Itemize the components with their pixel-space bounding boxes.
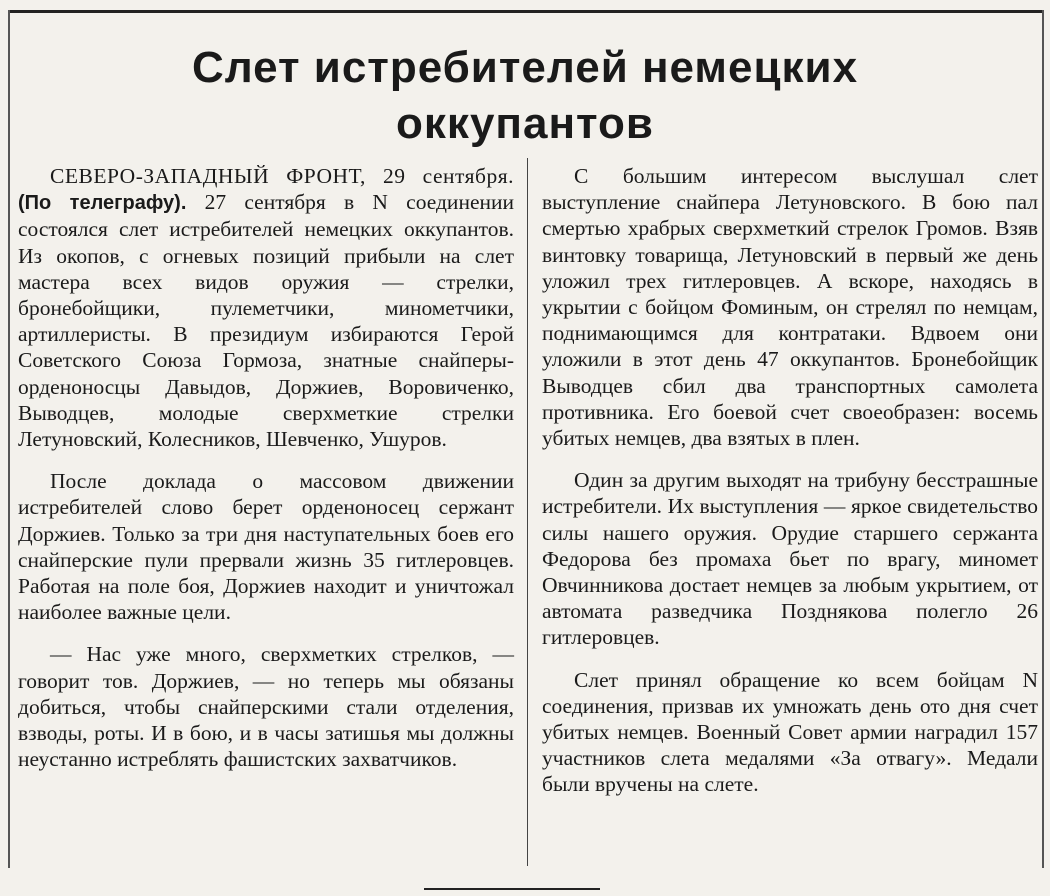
headline-line-2: оккупантов: [396, 99, 654, 148]
right-column: [542, 163, 1038, 814]
left-paragraph-1: [18, 163, 514, 452]
right-paragraph-1: С большим интересом выслушал слет выступление снайпера Летуновского. В бою пал смертью храбрых сверхметкий стрелок Громов. Взяв винтовку товарища, Летуновский в первый же день уложил трех гитлеровцев. А вскоре, находясь в укрытии с бойцом Фоминым, он стрелял по немцам, поднимающимся для контратаки. Вдвоем они уложили в этот день 47 оккупантов. Бронебойщик Выводцев сбил два транспортных самолета противника. Его боевой счет своеобразен: восемь убитых немцев, два взятых в плен.: [542, 164, 1038, 451]
source-note: (По телеграфу).: [18, 192, 187, 215]
left-paragraph-1-body: 27 сентября в N соединении состоялся слет истребителей немецких оккупантов. Из окопов, с огневых позиций прибыли на слет мастера всех видов оружия — стрелки, бронебойщики, пулеметчики, минометчики, артиллеристы. В президиум избираются Герой Советского Союза Гормоза, знатные снайперы-орденоносцы Давыдов, Доржиев, Воровиченко, Выводцев, молодые сверхметкие стрелки Летуновский, Колесников, Шевченко, Ушуров.: [18, 190, 515, 452]
article-headline: [0, 40, 1050, 152]
left-paragraph-3: — Нас уже много, сверхметких стрелков, — говорит тов. Доржиев, — но теперь мы обязаны добиться, чтобы снайперскими стали отделения, взводы, роты. И в бою, и в часы затишья мы должны неустанно истреблять фашистских захватчиков.: [18, 642, 514, 772]
dateline: СЕВЕРО-ЗАПАДНЫЙ ФРОНТ, 29 сентября.: [50, 164, 514, 188]
headline-line-1: Слет истребителей немецких: [191, 43, 859, 92]
column-divider: [527, 158, 528, 866]
top-border: [8, 10, 1042, 13]
right-paragraph-3: Слет принял обращение ко всем бойцам N соединения, призвав их умножать день ото дня счет убитых немцев. Военный Совет армии наградил 157 участников слета медалями «За отвагу». Медали были вручены на слете.: [542, 667, 1038, 797]
bottom-rule: [424, 888, 600, 890]
left-paragraph-2: После доклада о массовом движении истребителей слово берет орденоносец сержант Доржиев. Только за три дня наступательных боев его снайперские пули прервали жизнь 35 гитлеровцев. Работая на поле боя, Доржиев находит и уничтожал наиболее важные цели.: [18, 469, 514, 625]
left-column: [18, 163, 514, 788]
right-paragraph-2: Один за другим выходят на трибуну бесстрашные истребители. Их выступления — яркое свидетельство силы нашего оружия. Орудие старшего сержанта Федорова без промаха бьет по врагу, миномет Овчинникова достает немцев за любым укрытием, от автомата разведчика Позднякова полегло 26 гитлеровцев.: [542, 468, 1038, 650]
